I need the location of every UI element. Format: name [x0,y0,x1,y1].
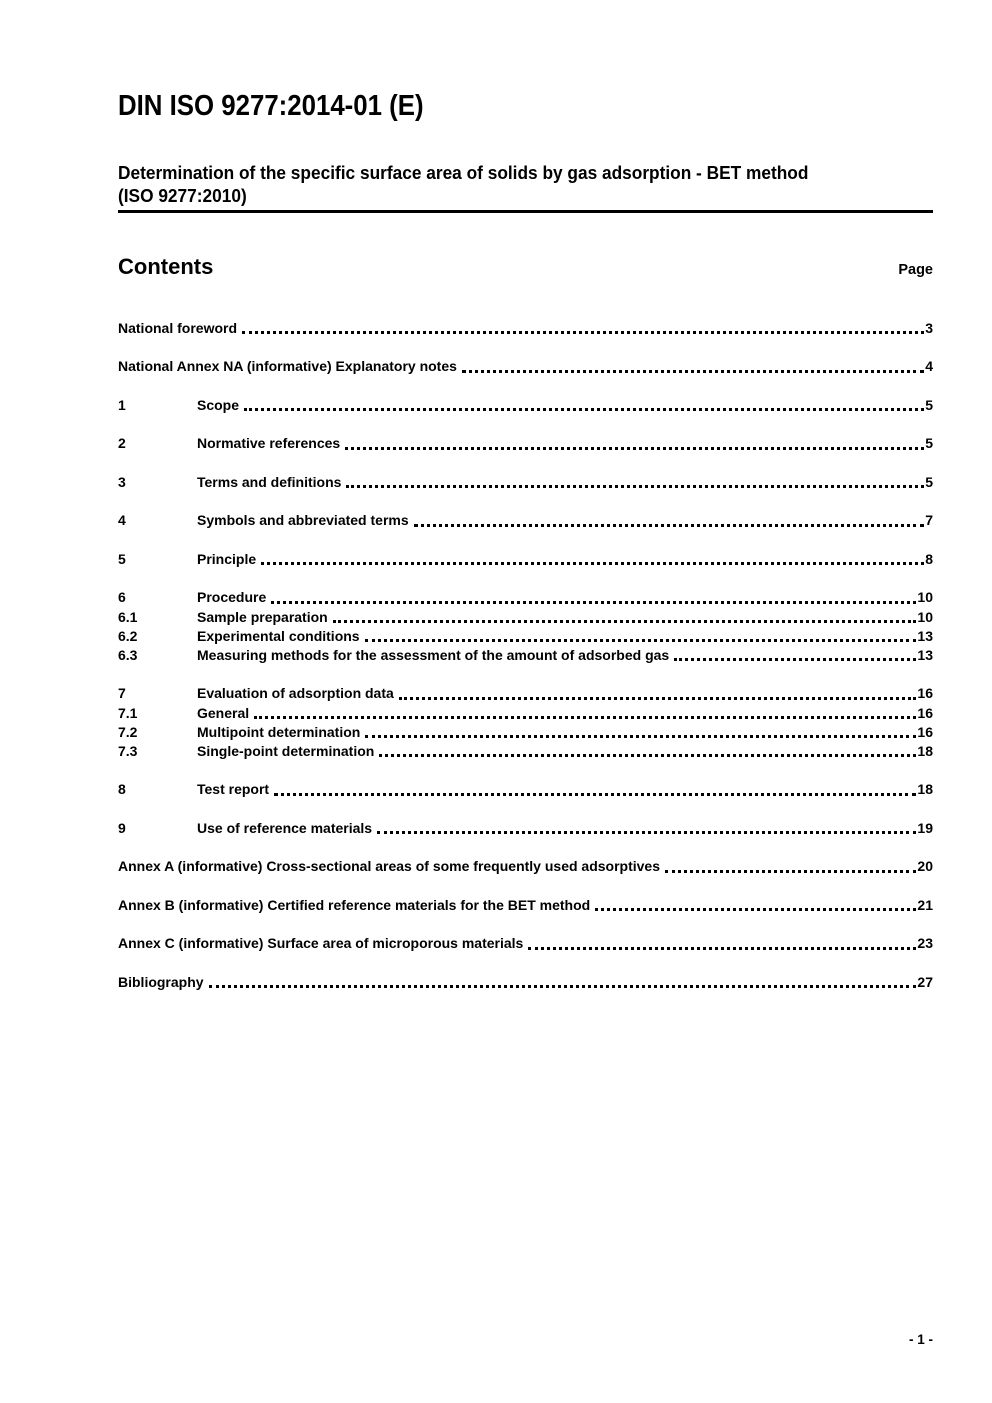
toc-list [118,319,933,992]
toc-entry-label: Principle [197,550,257,567]
toc-entry-page: 5 [925,396,933,413]
toc-row [118,723,933,742]
toc-entry-label: National Annex NA (informative) Explanatory notes [118,358,457,375]
toc-leader-dots [528,947,916,950]
toc-entry-label: Experimental conditions [197,627,360,644]
toc-entry-label: Single-point determination [197,743,375,759]
toc-entry-page: 20 [917,858,933,875]
toc-entry-label: Evaluation of adsorption data [197,685,394,702]
toc-row [118,608,933,627]
toc-leader-dots [365,735,916,738]
toc-entry-number: 8 [118,781,126,798]
toc-entry-number: 7.2 [118,723,138,740]
toc-entry-number: 6.2 [118,627,138,644]
toc-entry-page: 21 [917,896,933,913]
toc-entry-label: Use of reference materials [197,819,373,836]
contents-header-row [118,253,933,281]
toc-row [118,588,933,607]
toc-entry-page: 13 [917,627,933,644]
toc-entry-page: 27 [917,973,933,990]
toc-entry-page: 16 [917,704,933,721]
document-title-line2: (ISO 9277:2010) [118,186,247,206]
toc-entry-page: 10 [917,608,933,625]
footer-page-number: - 1 - [908,1332,933,1347]
toc-entry-label: Sample preparation [197,608,328,625]
toc-entry-label: Scope [197,396,240,413]
toc-entry-page: 13 [917,646,933,663]
toc-entry-label: Measuring methods for the assessment of the amount of adsorbed gas [197,646,670,663]
title-underline-rule [118,210,933,213]
page-column-label: Page [898,262,933,278]
toc-leader-dots [665,870,916,873]
toc-entry-number: 7.3 [118,743,138,759]
toc-row [118,819,933,838]
toc-entry-page: 16 [917,685,933,702]
toc-entry-label: Symbols and abbreviated terms [197,512,409,529]
toc-entry-page: 5 [925,435,933,452]
toc-row [118,742,933,761]
toc-leader-dots [242,331,924,334]
toc-row [118,934,933,953]
toc-entry-page: 10 [917,589,933,606]
document-title-line1: Determination of the specific surface area of solids by gas adsorption - BET method [118,163,809,183]
toc-row [118,357,933,376]
toc-leader-dots [399,697,917,700]
toc-leader-dots [345,447,924,450]
toc-entry-number: 4 [118,512,126,529]
toc-entry-number: 5 [118,550,126,567]
toc-leader-dots [254,716,916,719]
toc-entry-page: 7 [925,512,933,529]
toc-entry-label: Annex B (informative) Certified reference materials for the BET method [118,896,591,913]
toc-entry-label: Terms and definitions [197,473,342,490]
toc-leader-dots [271,601,916,604]
toc-entry-label: Annex A (informative) Cross-sectional areas of some frequently used adsorptives [118,858,661,875]
toc-entry-label: Bibliography [118,973,204,990]
toc-entry-label: Annex C (informative) Surface area of microporous materials [118,935,524,952]
toc-entry-number: 3 [118,473,126,490]
toc-entry-page: 19 [917,819,933,836]
toc-entry-page: 18 [917,743,933,759]
toc-leader-dots [595,908,916,911]
toc-entry-page: 16 [917,723,933,740]
standard-code-title: DIN ISO 9277:2014-01 (E) [118,90,424,122]
toc-entry-label: National foreword [118,320,238,336]
toc-entry-label: Test report [197,781,270,798]
toc-entry-page: 18 [917,781,933,798]
toc-entry-number: 1 [118,396,126,413]
document-page [118,0,933,992]
toc-entry-number: 6.1 [118,608,138,625]
toc-entry-page: 23 [917,935,933,952]
toc-leader-dots [414,524,925,527]
toc-row [118,434,933,453]
toc-row [118,511,933,530]
toc-leader-dots [274,793,916,796]
toc-entry-number: 6 [118,589,126,606]
toc-row [118,627,933,646]
toc-leader-dots [674,658,916,661]
toc-row [118,473,933,492]
toc-row [118,896,933,915]
toc-leader-dots [261,562,924,565]
toc-row [118,857,933,876]
toc-entry-page: 5 [925,473,933,490]
toc-entry-number: 7.1 [118,704,138,721]
toc-entry-number: 2 [118,435,126,452]
toc-leader-dots [346,485,924,488]
toc-entry-number: 6.3 [118,646,138,663]
toc-entry-number: 7 [118,685,126,702]
toc-entry-label: Normative references [197,435,341,452]
toc-leader-dots [462,370,924,373]
toc-row [118,704,933,723]
toc-entry-label: Procedure [197,589,267,606]
toc-leader-dots [377,831,916,834]
toc-row [118,319,933,338]
toc-leader-dots [379,754,916,757]
toc-entry-page: 3 [925,320,933,336]
toc-row [118,780,933,799]
toc-entry-label: Multipoint determination [197,723,361,740]
toc-entry-page: 8 [925,550,933,567]
contents-heading: Contents [118,254,214,279]
toc-leader-dots [244,408,924,411]
toc-row [118,646,933,665]
toc-entry-number: 9 [118,819,126,836]
toc-row [118,973,933,992]
toc-leader-dots [333,620,917,623]
document-title-block [118,162,933,208]
toc-row [118,396,933,415]
toc-leader-dots [209,985,917,988]
toc-leader-dots [365,639,917,642]
toc-entry-label: General [197,704,250,721]
toc-row [118,684,933,703]
toc-entry-page: 4 [925,358,933,375]
toc-row [118,550,933,569]
